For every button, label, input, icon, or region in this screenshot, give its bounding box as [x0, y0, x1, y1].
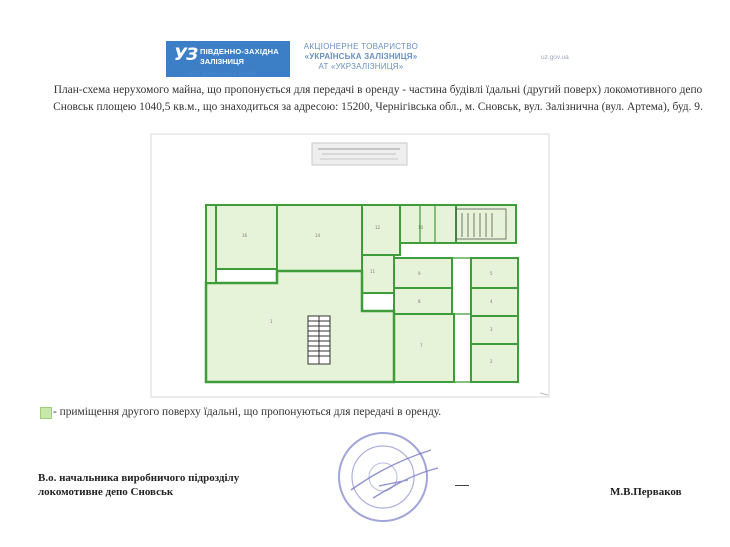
plan-title-stamp — [312, 143, 407, 165]
signatory-position-line2: локомотивне депо Сновськ — [38, 486, 174, 498]
signatory-position-line1: В.о. начальника виробничого підрозділу — [38, 472, 240, 484]
svg-text:8: 8 — [418, 299, 421, 304]
room — [400, 205, 456, 243]
svg-text:9: 9 — [418, 271, 421, 276]
org-name-line3: АТ «УКРЗАЛІЗНИЦЯ» — [318, 62, 404, 71]
room — [362, 255, 394, 293]
svg-text:7: 7 — [420, 343, 423, 348]
room — [471, 258, 518, 288]
room — [471, 344, 518, 382]
official-stamp — [333, 428, 443, 526]
document-intro: План-схема нерухомого майна, що пропонується для передачі в оренду - частина будівлі їдальні (другий поверх) локомотивного депо Сновськ площею 1040,5 кв.м., що знаходиться за адресою: 15200, Чернігівська обл., м. Сновськ, вул. Залізнична (вул. Артема), буд. 9. — [53, 84, 703, 113]
svg-text:11: 11 — [370, 269, 376, 274]
room — [277, 205, 362, 271]
svg-text:16: 16 — [242, 233, 248, 238]
room — [394, 258, 452, 288]
room — [471, 288, 518, 316]
svg-text:2: 2 — [490, 359, 493, 364]
signatory-name: М.В.Перваков — [610, 486, 682, 498]
legend-color-swatch — [40, 407, 52, 419]
org-name-line1: АКЦІОНЕРНЕ ТОВАРИСТВО — [303, 42, 419, 51]
room — [362, 205, 400, 255]
room — [394, 314, 454, 382]
staircase — [308, 316, 330, 364]
svg-text:3: 3 — [490, 327, 493, 332]
room — [471, 316, 518, 344]
svg-text:10: 10 — [418, 225, 424, 230]
svg-text:14: 14 — [315, 233, 321, 238]
svg-text:12: 12 — [375, 225, 381, 230]
logo-subtitle: РЕГІОНАЛЬНА ФІЛІЯ — [190, 72, 257, 78]
signature-line — [455, 485, 469, 486]
legend-text: - приміщення другого поверху їдальні, що пропонуються для передачі в оренду. — [53, 406, 442, 418]
svg-text:1: 1 — [270, 319, 273, 324]
website-link[interactable]: uz.gov.ua — [541, 54, 569, 61]
org-name-line2: «УКРАЇНСЬКА ЗАЛІЗНИЦЯ» — [304, 52, 418, 61]
svg-text:5: 5 — [490, 271, 493, 276]
logo-title-line2: ЗАЛІЗНИЦЯ — [200, 57, 244, 66]
room — [206, 205, 216, 283]
logo-title-line1: ПІВДЕННО-ЗАХІДНА — [200, 47, 279, 56]
room — [394, 288, 452, 314]
uz-logo-mark: УЗ — [174, 45, 198, 65]
floor-plan — [150, 133, 550, 398]
svg-text:4: 4 — [490, 299, 493, 304]
